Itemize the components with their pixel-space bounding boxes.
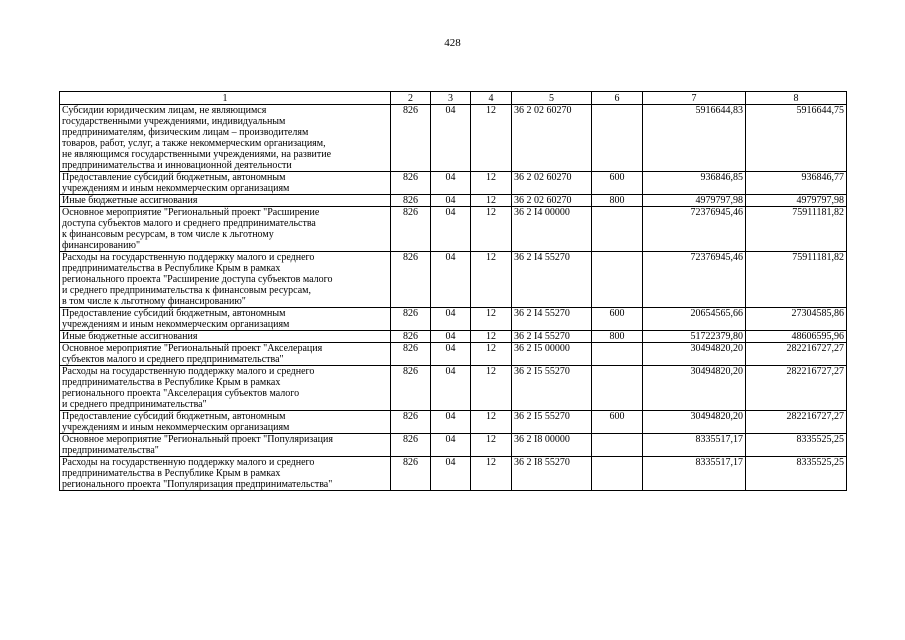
ministry-code-cell: 826 <box>391 308 431 331</box>
table-row <box>60 331 847 343</box>
subsection-code-cell: 12 <box>471 252 512 308</box>
table-row <box>60 195 847 207</box>
target-article-cell: 36 2 I4 55270 <box>512 252 592 308</box>
expense-type-cell: 600 <box>592 308 643 331</box>
amount-col7-cell: 30494820,20 <box>643 411 746 434</box>
amount-col8-cell: 27304585,86 <box>746 308 847 331</box>
amount-col7-cell: 72376945,46 <box>643 252 746 308</box>
table-row <box>60 411 847 434</box>
row-name-cell: Иные бюджетные ассигнования <box>60 331 391 343</box>
row-name-cell: Предоставление субсидий бюджетным, автономным учреждениям и иным некоммерческим организациям <box>60 172 391 195</box>
amount-col8-cell: 75911181,82 <box>746 207 847 252</box>
ministry-code-cell: 826 <box>391 172 431 195</box>
amount-col7-cell: 30494820,20 <box>643 343 746 366</box>
header-cell: 6 <box>592 92 643 105</box>
subsection-code-cell: 12 <box>471 457 512 491</box>
header-cell: 4 <box>471 92 512 105</box>
subsection-code-cell: 12 <box>471 411 512 434</box>
amount-col8-cell: 936846,77 <box>746 172 847 195</box>
table-row <box>60 308 847 331</box>
subsection-code-cell: 12 <box>471 434 512 457</box>
amount-col8-cell: 282216727,27 <box>746 411 847 434</box>
amount-col8-cell: 282216727,27 <box>746 343 847 366</box>
amount-col8-cell: 282216727,27 <box>746 366 847 411</box>
section-code-cell: 04 <box>431 207 471 252</box>
amount-col8-cell: 48606595,96 <box>746 331 847 343</box>
table-row <box>60 343 847 366</box>
ministry-code-cell: 826 <box>391 252 431 308</box>
table-row <box>60 172 847 195</box>
row-name-cell: Субсидии юридическим лицам, не являющимся государственными учреждениями, индивидуальным предпринимателям, физическим лицам – производителям товаров, работ, услуг, а также некоммерческим организациям, не являющимся государственными учреждениями, на развитие предпринимательства и инновационной деятельности <box>60 105 391 172</box>
amount-col8-cell: 75911181,82 <box>746 252 847 308</box>
subsection-code-cell: 12 <box>471 172 512 195</box>
section-code-cell: 04 <box>431 331 471 343</box>
section-code-cell: 04 <box>431 252 471 308</box>
ministry-code-cell: 826 <box>391 105 431 172</box>
amount-col7-cell: 4979797,98 <box>643 195 746 207</box>
row-name-cell: Основное мероприятие "Региональный проект "Расширение доступа субъектов малого и среднего предпринимательства к финансовым ресурсам, в том числе к льготному финансированию" <box>60 207 391 252</box>
target-article-cell: 36 2 I8 55270 <box>512 457 592 491</box>
amount-col8-cell: 5916644,75 <box>746 105 847 172</box>
table-row <box>60 252 847 308</box>
amount-col7-cell: 5916644,83 <box>643 105 746 172</box>
section-code-cell: 04 <box>431 105 471 172</box>
row-name-cell: Основное мероприятие "Региональный проект "Популяризация предпринимательства" <box>60 434 391 457</box>
section-code-cell: 04 <box>431 434 471 457</box>
expense-type-cell <box>592 207 643 252</box>
expense-type-cell <box>592 343 643 366</box>
subsection-code-cell: 12 <box>471 331 512 343</box>
row-name-cell: Иные бюджетные ассигнования <box>60 195 391 207</box>
section-code-cell: 04 <box>431 457 471 491</box>
amount-col7-cell: 30494820,20 <box>643 366 746 411</box>
expense-type-cell <box>592 366 643 411</box>
ministry-code-cell: 826 <box>391 457 431 491</box>
header-cell: 2 <box>391 92 431 105</box>
amount-col7-cell: 8335517,17 <box>643 434 746 457</box>
page-number: 428 <box>444 37 461 49</box>
budget-table <box>59 91 847 491</box>
header-cell: 1 <box>60 92 391 105</box>
ministry-code-cell: 826 <box>391 434 431 457</box>
table-body <box>60 105 847 491</box>
amount-col8-cell: 4979797,98 <box>746 195 847 207</box>
table-row <box>60 457 847 491</box>
row-name-cell: Расходы на государственную поддержку малого и среднего предпринимательства в Республике Крым в рамках регионального проекта "Акселерация субъектов малого и среднего предпринимательства" <box>60 366 391 411</box>
expense-type-cell <box>592 105 643 172</box>
row-name-cell: Предоставление субсидий бюджетным, автономным учреждениям и иным некоммерческим организациям <box>60 308 391 331</box>
expense-type-cell <box>592 457 643 491</box>
row-name-cell: Расходы на государственную поддержку малого и среднего предпринимательства в Республике Крым в рамках регионального проекта "Расширение доступа субъектов малого и среднего предпринимательства к финансовым ресурсам, в том числе к льготному финансированию" <box>60 252 391 308</box>
ministry-code-cell: 826 <box>391 366 431 411</box>
subsection-code-cell: 12 <box>471 195 512 207</box>
subsection-code-cell: 12 <box>471 105 512 172</box>
subsection-code-cell: 12 <box>471 343 512 366</box>
amount-col7-cell: 20654565,66 <box>643 308 746 331</box>
expense-type-cell: 600 <box>592 411 643 434</box>
target-article-cell: 36 2 I5 55270 <box>512 366 592 411</box>
amount-col7-cell: 936846,85 <box>643 172 746 195</box>
ministry-code-cell: 826 <box>391 195 431 207</box>
target-article-cell: 36 2 02 60270 <box>512 105 592 172</box>
target-article-cell: 36 2 I4 00000 <box>512 207 592 252</box>
expense-type-cell: 600 <box>592 172 643 195</box>
amount-col8-cell: 8335525,25 <box>746 457 847 491</box>
section-code-cell: 04 <box>431 366 471 411</box>
table-row <box>60 105 847 172</box>
section-code-cell: 04 <box>431 308 471 331</box>
target-article-cell: 36 2 I4 55270 <box>512 331 592 343</box>
expense-type-cell: 800 <box>592 331 643 343</box>
header-cell: 7 <box>643 92 746 105</box>
amount-col7-cell: 72376945,46 <box>643 207 746 252</box>
header-cell: 3 <box>431 92 471 105</box>
subsection-code-cell: 12 <box>471 366 512 411</box>
header-cell: 8 <box>746 92 847 105</box>
table-header-row <box>60 92 847 105</box>
subsection-code-cell: 12 <box>471 308 512 331</box>
section-code-cell: 04 <box>431 195 471 207</box>
ministry-code-cell: 826 <box>391 411 431 434</box>
table-row <box>60 207 847 252</box>
expense-type-cell <box>592 434 643 457</box>
amount-col7-cell: 51722379,80 <box>643 331 746 343</box>
amount-col7-cell: 8335517,17 <box>643 457 746 491</box>
target-article-cell: 36 2 02 60270 <box>512 172 592 195</box>
section-code-cell: 04 <box>431 411 471 434</box>
amount-col8-cell: 8335525,25 <box>746 434 847 457</box>
target-article-cell: 36 2 02 60270 <box>512 195 592 207</box>
target-article-cell: 36 2 I8 00000 <box>512 434 592 457</box>
table-row <box>60 366 847 411</box>
row-name-cell: Расходы на государственную поддержку малого и среднего предпринимательства в Республике Крым в рамках регионального проекта "Популяризация предпринимательства" <box>60 457 391 491</box>
ministry-code-cell: 826 <box>391 331 431 343</box>
row-name-cell: Предоставление субсидий бюджетным, автономным учреждениям и иным некоммерческим организациям <box>60 411 391 434</box>
table-row <box>60 434 847 457</box>
section-code-cell: 04 <box>431 343 471 366</box>
row-name-cell: Основное мероприятие "Региональный проект "Акселерация субъектов малого и среднего предпринимательства" <box>60 343 391 366</box>
subsection-code-cell: 12 <box>471 207 512 252</box>
expense-type-cell: 800 <box>592 195 643 207</box>
section-code-cell: 04 <box>431 172 471 195</box>
header-cell: 5 <box>512 92 592 105</box>
target-article-cell: 36 2 I5 55270 <box>512 411 592 434</box>
target-article-cell: 36 2 I4 55270 <box>512 308 592 331</box>
ministry-code-cell: 826 <box>391 343 431 366</box>
expense-type-cell <box>592 252 643 308</box>
target-article-cell: 36 2 I5 00000 <box>512 343 592 366</box>
ministry-code-cell: 826 <box>391 207 431 252</box>
